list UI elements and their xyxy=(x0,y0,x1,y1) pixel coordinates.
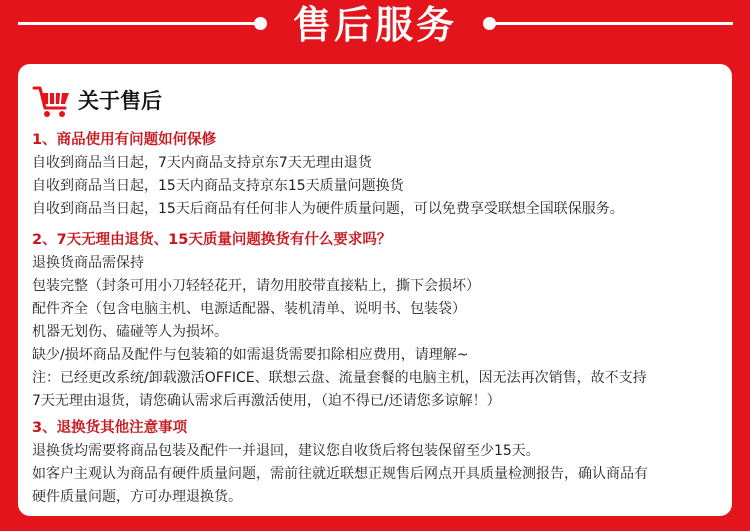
text-line: 如客户主观认为商品有硬件质量问题，需前往就近联想正规售后网点开具质量检测报告，确认商品有 xyxy=(32,466,648,482)
text-line: 注：已经更改系统/卸载激活OFFICE、联想云盘、流量套餐的电脑主机，因无法再次销售，故不支持 xyxy=(32,370,647,386)
content-card xyxy=(18,64,732,516)
header-left-dot xyxy=(254,17,267,30)
section-heading-return-requirements: 2、7天无理由退货、15天质量问题换货有什么要求吗？ xyxy=(32,232,392,248)
page-title: 售后服务 xyxy=(292,3,457,47)
after-sales-content xyxy=(32,128,726,509)
section-heading-warranty: 1、商品使用有问题如何保修 xyxy=(32,132,217,148)
shopping-cart-icon xyxy=(32,84,72,120)
header-right-line xyxy=(493,22,733,25)
text-line: 退换货商品需保持 xyxy=(32,255,144,271)
section-heading-other-notes: 3、退换货其他注意事项 xyxy=(32,420,188,436)
text-line: 配件齐全（包含电脑主机、电源适配器、装机清单、说明书、包装袋） xyxy=(32,301,466,317)
header-left-line xyxy=(18,22,258,25)
about-title: 关于售后 xyxy=(78,89,162,113)
text-line: 缺少/损坏商品及配件与包装箱的如需退货需要扣除相应费用，请理解~ xyxy=(32,347,469,363)
text-line: 退换货均需要将商品包装及配件一并退回，建议您自收货后将包装保留至少15天。 xyxy=(32,443,540,459)
text-line: 7天无理由退货，请您确认需求后再激活使用，（迫不得已/还请您多谅解！） xyxy=(32,393,501,409)
page-header xyxy=(0,0,750,50)
text-line: 硬件质量问题，方可办理退换货。 xyxy=(32,489,242,505)
text-line: 自收到商品当日起，7天内商品支持京东7天无理由退货 xyxy=(32,155,372,171)
text-line: 机器无划伤、磕碰等人为损坏。 xyxy=(32,324,228,340)
text-line: 包装完整（封条可用小刀轻轻花开，请勿用胶带直接粘上，撕下会损坏） xyxy=(32,278,480,294)
text-line: 自收到商品当日起，15天后商品有任何非人为硬件质量问题，可以免费享受联想全国联保服务。 xyxy=(32,201,624,217)
text-line: 自收到商品当日起，15天内商品支持京东15天质量问题换货 xyxy=(32,178,404,194)
